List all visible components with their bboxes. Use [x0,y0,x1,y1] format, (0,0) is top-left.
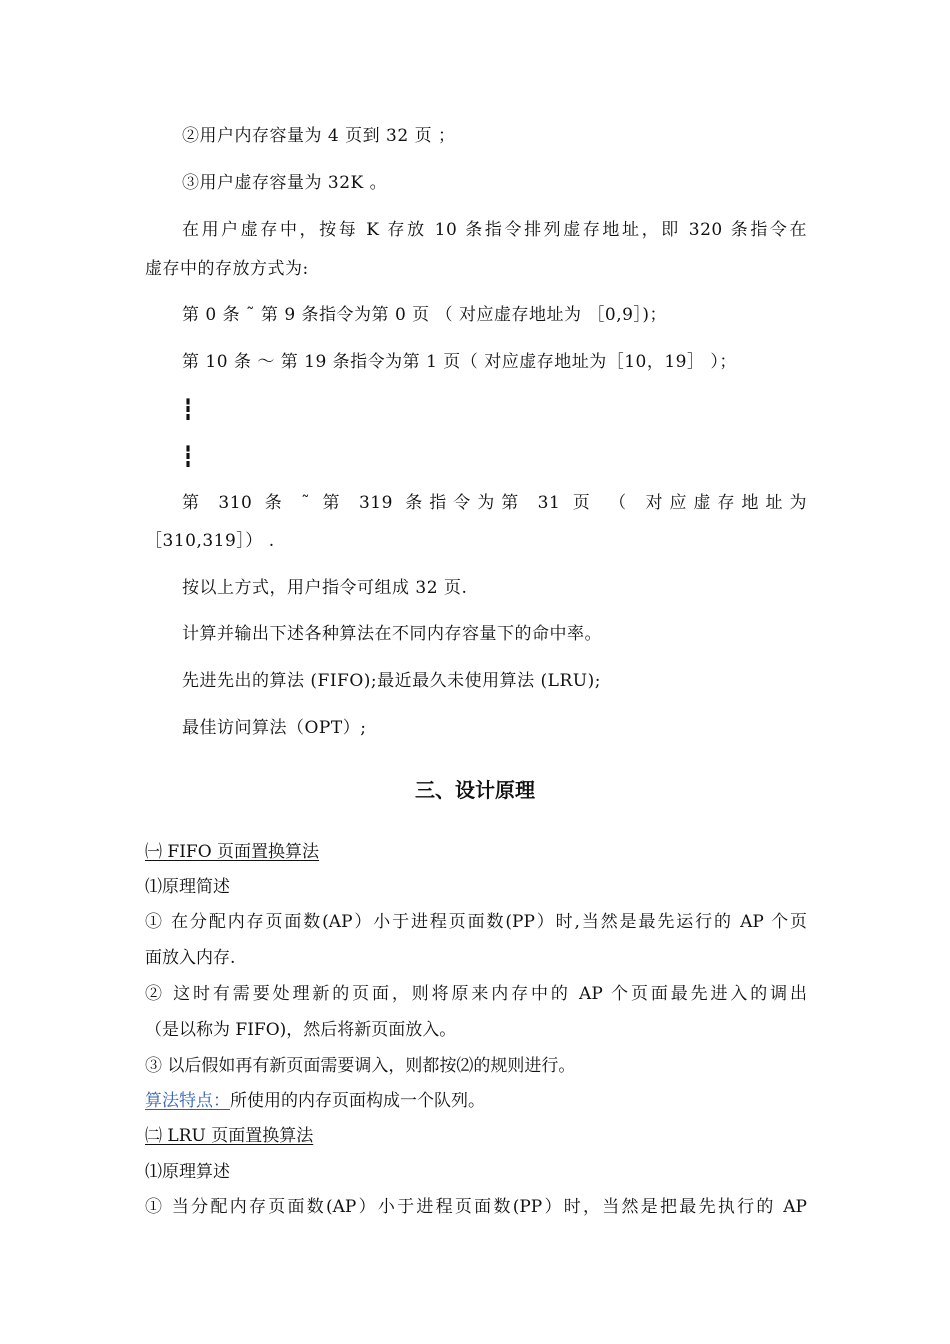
fifo-feature [145,1089,807,1113]
algorithms-line-2: 最佳访问算法（OPT）; [182,718,367,738]
lru-point-1-line1: ① 当分配内存页面数(AP）小于进程页面数(PP）时，当然是把最先执行的 AP [145,1197,807,1217]
paragraph-layout-line1: 在用户虚存中，按每 K 存放 10 条指令排列虚存地址，即 320 条指令在 [182,220,807,240]
lru-subheading: ⑴原理算述 [145,1162,230,1182]
fifo-subheading: ⑴原理简述 [145,877,230,897]
vertical-ellipsis-2: ┇ [182,444,195,468]
lru-heading [145,1124,807,1148]
fifo-feature-label: 算法特点： [145,1091,230,1111]
section-title: 三、设计原理 [415,778,535,802]
fifo-point-2-line2: （是以称为 FIFO)，然后将新页面放入。 [145,1020,457,1040]
req-item-3: ③用户虚存容量为 32K 。 [182,173,388,193]
fifo-point-1-line1: ① 在分配内存页面数(AP）小于进程页面数(PP）时,当然是最先运行的 AP 个页 [145,912,807,932]
vertical-ellipsis-1: ┇ [182,397,195,421]
summary-line: 按以上方式，用户指令可组成 32 页. [182,578,468,598]
fifo-heading [145,840,807,864]
fifo-point-2-line1: ② 这时有需要处理新的页面，则将原来内存中的 AP 个页面最先进入的调出 [145,984,807,1004]
fifo-point-3: ③ 以后假如再有新页面需要调入，则都按⑵的规则进行。 [145,1056,576,1076]
page-1-line: 第 10 条 ～ 第 19 条指令为第 1 页（ 对应虚存地址为［10，19］ ）； [182,352,737,372]
page-0-line: 第 0 条 ˜ 第 9 条指令为第 0 页 （ 对应虚存地址为 ［0,9］)； [182,305,668,325]
task-line: 计算并输出下述各种算法在不同内存容量下的命中率。 [182,624,602,644]
req-item-2: ②用户内存容量为 4 页到 32 页 ； [182,126,456,146]
page-31-line2: ［310,319］） . [145,531,275,551]
fifo-heading-text: ㈠ FIFO 页面置换算法 [145,842,320,862]
algorithms-line-1: 先进先出的算法 (FIFO);最近最久未使用算法 (LRU); [182,671,601,691]
paragraph-layout-line2: 虚存中的存放方式为: [145,259,309,279]
fifo-feature-text: 所使用的内存页面构成一个队列。 [230,1091,485,1111]
fifo-point-1-line2: 面放入内存. [145,948,236,968]
lru-heading-text: ㈡ LRU 页面置换算法 [145,1126,314,1146]
page-31-line1: 第 310 条 ˜ 第 319 条指令为第 31 页 （ 对应虚存地址为 [182,493,807,513]
